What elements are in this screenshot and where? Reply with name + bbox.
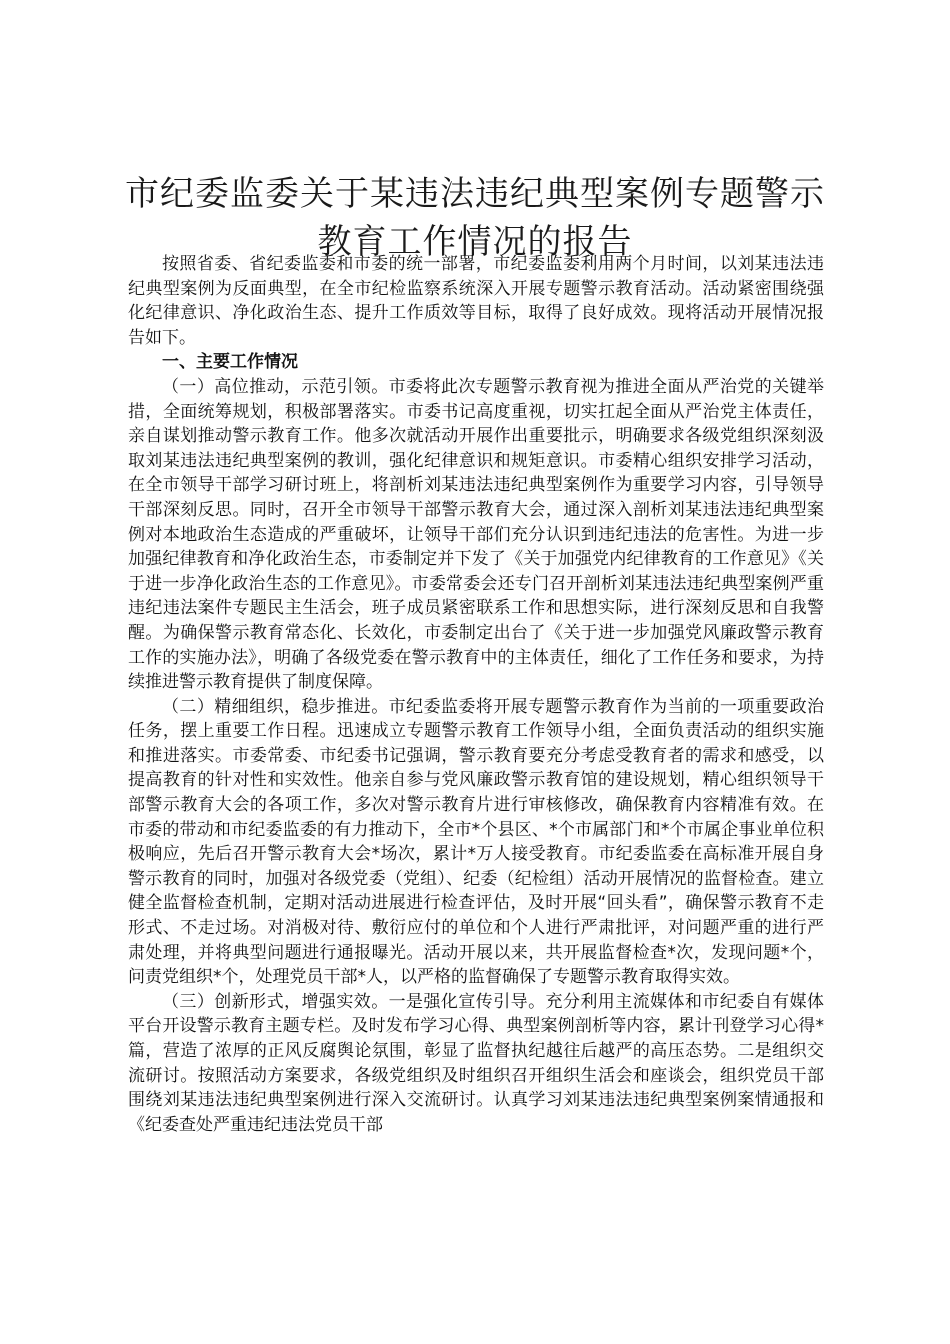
section-heading: 一、主要工作情况: [162, 352, 298, 373]
document-body: [128, 252, 824, 1137]
body-paragraph-2: （二）精细组织，稳步推进。市纪委监委将开展专题警示教育作为当前的一项重要政治任务，摆上重要工作日程。迅速成立专题警示教育工作领导小组，全面负责活动的组织实施和推进落实。市委常委、市纪委书记强调，警示教育要充分考虑受教育者的需求和感受，以提高教育的针对性和实效性。他亲自参与党风廉政警示教育馆的建设规划，精心组织领导干部警示教育大会的各项工作，多次对警示教育片进行审核修改，确保教育内容精准有效。在市委的带动和市纪委监委的有力推动下，全市*个县区、*个市属部门和*个市属企事业单位积极响应，先后召开警示教育大会*场次，累计*万人接受教育。市纪委监委在高标准开展自身警示教育的同时，加强对各级党委（党组）、纪委（纪检组）活动开展情况的监督检查。建立健全监督检查机制，定期对活动进展进行检查评估，及时开展“回头看”，确保警示教育不走形式、不走过场。对消极对待、敷衍应付的单位和个人进行严肃批评，对问题严重的进行严肃处理，并将典型问题进行通报曝光。活动开展以来，共开展监督检查*次，发现问题*个，问责党组织*个，处理党员干部*人，以严格的监督确保了专题警示教育取得实效。: [128, 696, 824, 988]
body-paragraph-1: （一）高位推动，示范引领。市委将此次专题警示教育视为推进全面从严治党的关键举措，全面统筹规划，积极部署落实。市委书记高度重视，切实扛起全面从严治党主体责任，亲自谋划推动警示教育工作。他多次就活动开展作出重要批示，明确要求各级党组织深刻汲取刘某违法违纪典型案例的教训，强化纪律意识和规矩意识。市委精心组织安排学习活动，在全市领导干部学习研讨班上，将剖析刘某违法违纪典型案例作为重要学习内容，引导领导干部深刻反思。同时，召开全市领导干部警示教育大会，通过深入剖析刘某违法违纪典型案例对本地政治生态造成的严重破坏，让领导干部们充分认识到违纪违法的危害性。为进一步加强纪律教育和净化政治生态，市委制定并下发了《关于加强党内纪律教育的工作意见》《关于进一步净化政治生态的工作意见》。市委常委会还专门召开剖析刘某违法违纪典型案例严重违纪违法案件专题民主生活会，班子成员紧密联系工作和思想实际，进行深刻反思和自我警醒。为确保警示教育常态化、长效化，市委制定出台了《关于进一步加强党风廉政警示教育工作的实施办法》，明确了各级党委在警示教育中的主体责任，细化了工作任务和要求，为持续推进警示教育提供了制度保障。: [128, 376, 824, 693]
body-paragraph-3: （三）创新形式，增强实效。一是强化宣传引导。充分利用主流媒体和市纪委自有媒体平台开设警示教育主题专栏。及时发布学习心得、典型案例剖析等内容，累计刊登学习心得*篇，营造了浓厚的正风反腐舆论氛围，彰显了监督执纪越往后越严的高压态势。二是组织交流研讨。按照活动方案要求，各级党组织及时组织召开组织生活会和座谈会，组织党员干部围绕刘某违法违纪典型案例进行深入交流研讨。认真学习刘某违法违纪典型案例案情通报和《纪委查处严重违纪违法党员干部: [128, 991, 824, 1135]
title-line-1: 市纪委监委关于某违法违纪典型案例专题警示: [125, 174, 825, 214]
intro-paragraph: 按照省委、省纪委监委和市委的统一部署，市纪委监委利用两个月时间，以刘某违法违纪典型案例为反面典型，在全市纪检监察系统深入开展专题警示教育活动。活动紧密围绕强化纪律意识、净化政治生态、提升工作质效等目标，取得了良好成效。现将活动开展情况报告如下。: [128, 254, 824, 348]
title-line-2: 教育工作情况的报告: [317, 222, 633, 262]
